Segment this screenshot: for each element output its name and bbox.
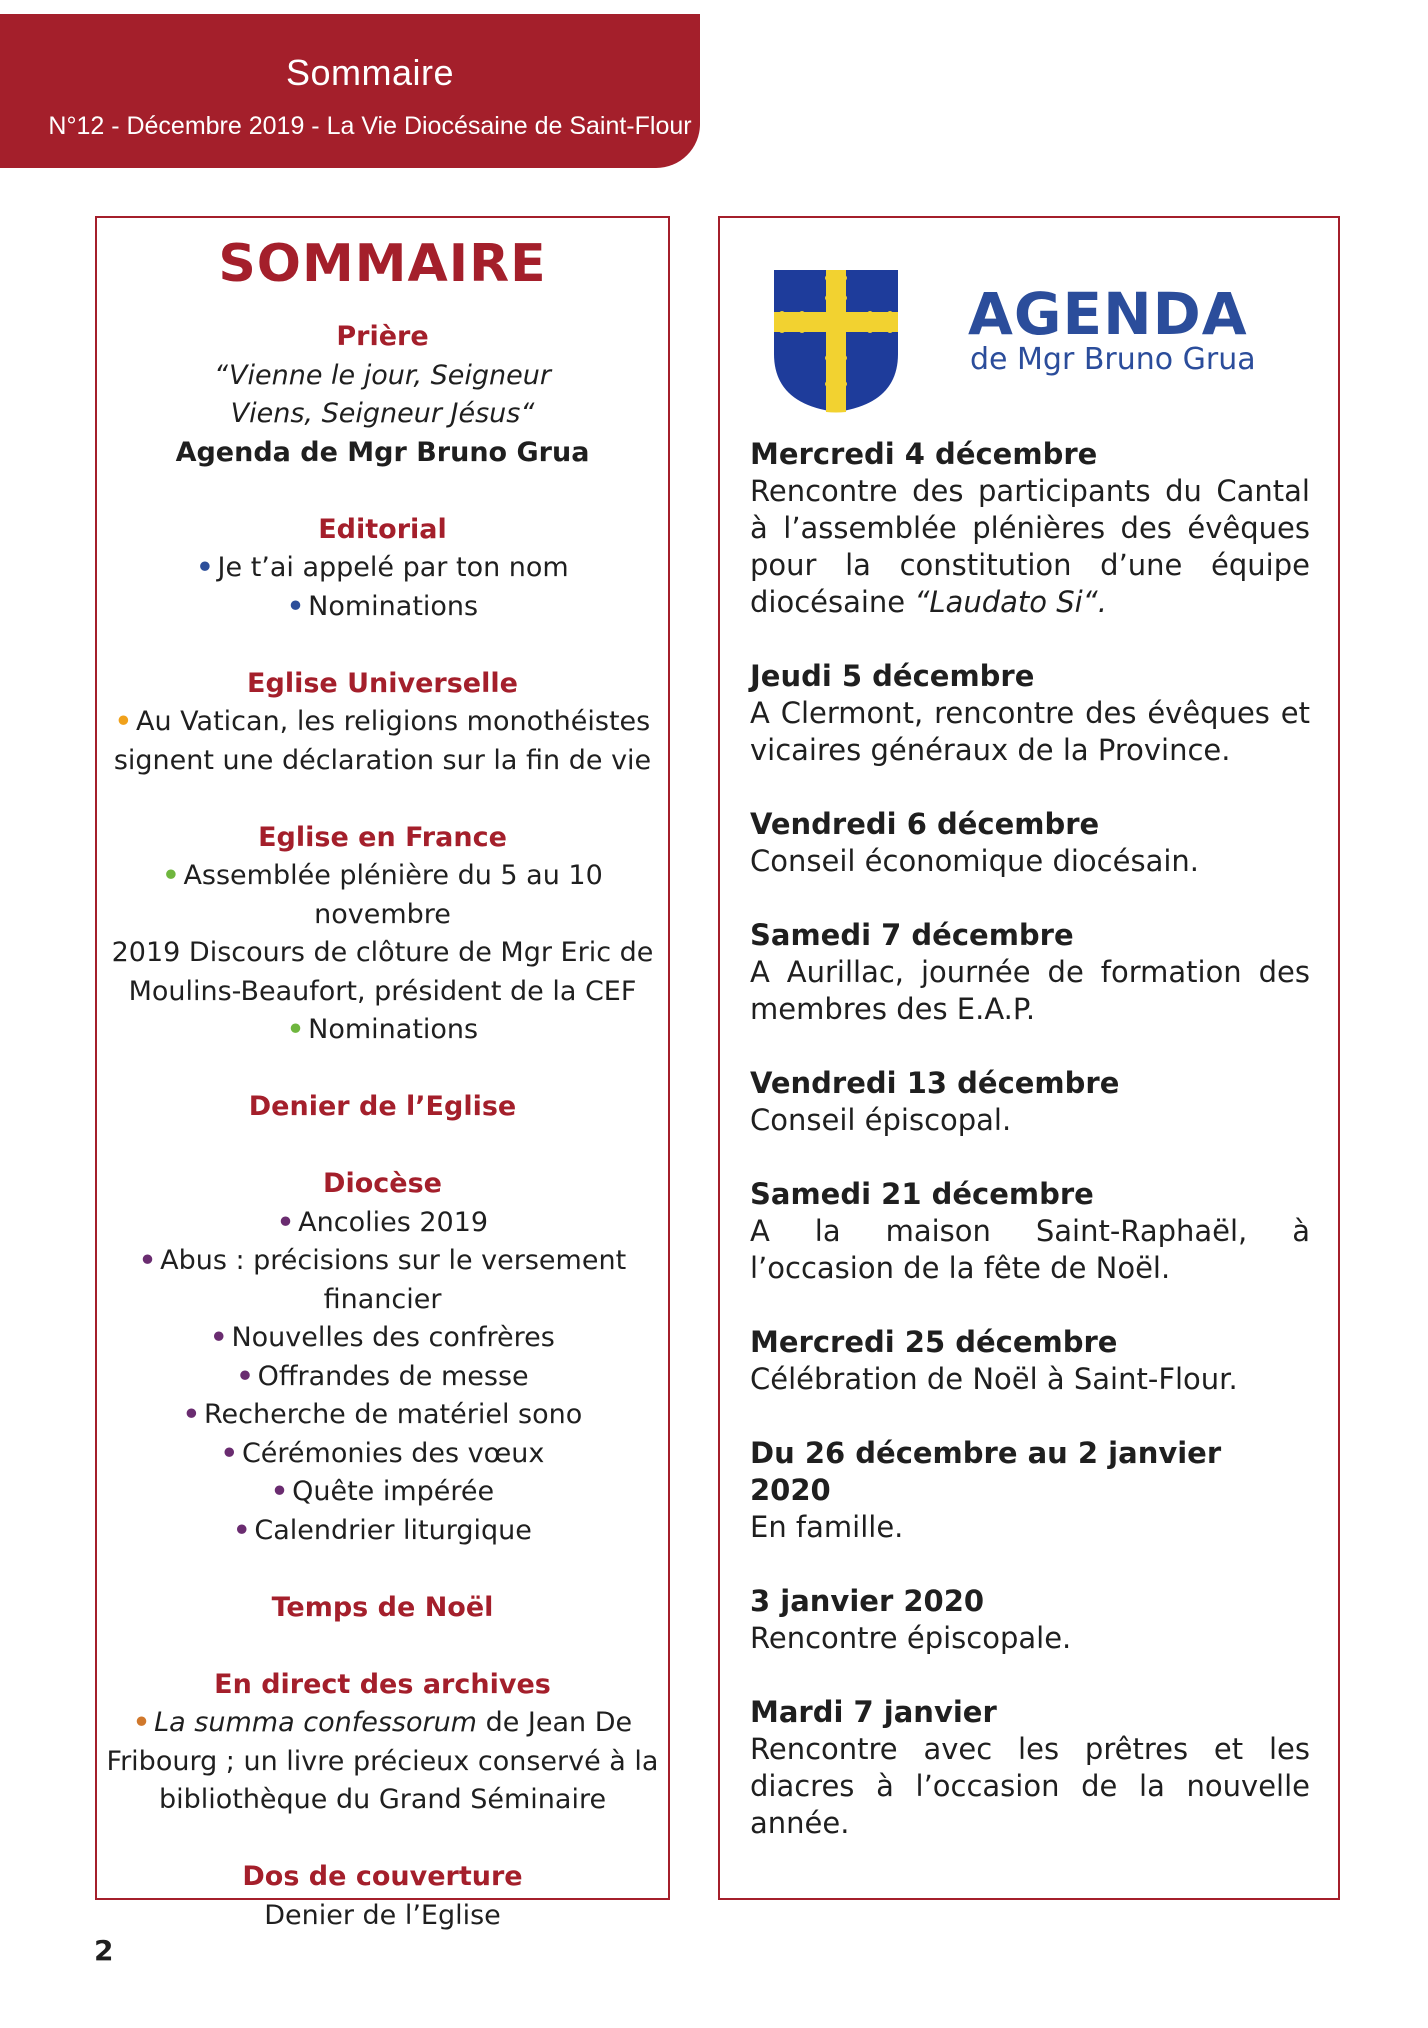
- agenda-title: AGENDA: [968, 280, 1248, 348]
- bullet-dot-icon: •: [286, 1014, 305, 1045]
- agenda-description: Rencontre épiscopale.: [750, 1621, 1072, 1655]
- toc-item: • Nouvelles des confrères: [210, 1322, 555, 1353]
- bullet-dot-icon: •: [182, 1399, 200, 1430]
- header-subtitle: N°12 - Décembre 2019 - La Vie Diocésaine de Saint-Flour: [48, 112, 692, 140]
- agenda-subtitle: de Mgr Bruno Grua: [970, 342, 1256, 377]
- toc-section-diocese[interactable]: Diocèse: [323, 1168, 442, 1199]
- toc-section-universelle[interactable]: Eglise Universelle: [247, 667, 518, 699]
- table-of-contents: [97, 318, 668, 1935]
- agenda-entry: [750, 1694, 1310, 1842]
- bullet-dot-icon: •: [276, 1206, 295, 1238]
- toc-section-archives[interactable]: En direct des archives: [214, 1668, 551, 1700]
- page-number: 2: [94, 1934, 114, 1967]
- agenda-date: Mardi 7 janvier: [750, 1695, 997, 1729]
- bullet-dot-icon: •: [132, 1707, 151, 1738]
- agenda-date: Vendredi 6 décembre: [750, 807, 1100, 841]
- toc-line: 2019 Discours de clôture de Mgr Eric de: [111, 937, 654, 968]
- bullet-dot-icon: •: [220, 1437, 238, 1469]
- agenda-date: Vendredi 13 décembre: [750, 1066, 1120, 1100]
- toc-line: Fribourg ; un livre précieux conservé à la: [106, 1745, 659, 1777]
- agenda-description: A la maison Saint-Raphaël, à l’occasion de la fête de Noël.: [750, 1214, 1310, 1285]
- toc-item: • Nominations: [286, 1014, 479, 1045]
- bullet-dot-icon: •: [236, 1360, 254, 1392]
- agenda-entry: [750, 1065, 1310, 1139]
- toc-section-denier[interactable]: Denier de l’Eglise: [248, 1091, 517, 1122]
- bullet-dot-icon: •: [210, 1322, 228, 1353]
- bullet-dot-icon: •: [138, 1245, 157, 1276]
- agenda-description: En famille.: [750, 1510, 904, 1544]
- toc-line: signent une déclaration sur la fin de vie: [113, 744, 652, 776]
- sommaire-title: SOMMAIRE: [218, 234, 547, 294]
- agenda-list: [750, 436, 1310, 1879]
- toc-item: • Assemblée plénière du 5 au 10 novembre: [162, 860, 603, 930]
- agenda-date: Samedi 7 décembre: [750, 918, 1074, 952]
- agenda-date: Samedi 21 décembre: [750, 1177, 1094, 1211]
- toc-item: • Calendrier liturgique: [233, 1514, 532, 1546]
- toc-agenda-link[interactable]: Agenda de Mgr Bruno Grua: [175, 436, 590, 468]
- toc-section-editorial[interactable]: Editorial: [318, 513, 447, 545]
- agenda-description: Célébration de Noël à Saint-Flour.: [750, 1362, 1238, 1396]
- toc-line: Denier de l’Eglise: [264, 1899, 501, 1931]
- agenda-entry: [750, 917, 1310, 1028]
- header-band: [0, 14, 700, 168]
- agenda-entry: [750, 436, 1310, 621]
- agenda-description: Conseil épiscopal.: [750, 1103, 1012, 1137]
- toc-item: • Je t’ai appelé par ton nom: [196, 552, 569, 583]
- toc-item: • La summa confessorum de Jean De: [132, 1707, 633, 1738]
- shield-cross-icon: [772, 268, 900, 414]
- toc-section-france[interactable]: Eglise en France: [258, 821, 507, 853]
- agenda-entry: [750, 1176, 1310, 1287]
- toc-item: • Nominations: [286, 590, 479, 622]
- toc-item: • Offrandes de messe: [236, 1360, 529, 1392]
- agenda-date: 3 janvier 2020: [750, 1584, 985, 1618]
- agenda-description: A Aurillac, journée de formation des membres des E.A.P.: [750, 955, 1310, 1026]
- toc-section-priere[interactable]: Prière: [336, 321, 429, 352]
- header-title: Sommaire: [285, 52, 455, 93]
- agenda-description: Conseil économique diocésain.: [750, 844, 1199, 878]
- bullet-dot-icon: •: [162, 860, 180, 891]
- toc-item: • Cérémonies des vœux: [220, 1437, 545, 1469]
- toc-item: • Recherche de matériel sono: [182, 1399, 583, 1430]
- bullet-dot-icon: •: [270, 1476, 289, 1507]
- agenda-date: Mercredi 25 décembre: [750, 1325, 1118, 1359]
- agenda-date: Du 26 décembre au 2 janvier 2020: [750, 1436, 1222, 1507]
- bullet-dot-icon: •: [114, 706, 132, 737]
- toc-line: bibliothèque du Grand Séminaire: [158, 1784, 607, 1815]
- agenda-entry: [750, 1583, 1310, 1657]
- agenda-date: Mercredi 4 décembre: [750, 437, 1098, 471]
- toc-item: • Ancolies 2019: [276, 1206, 489, 1238]
- agenda-panel: [718, 216, 1340, 1900]
- toc-item: • Quête impérée: [270, 1476, 495, 1507]
- toc-line: financier: [323, 1283, 442, 1315]
- agenda-entry: [750, 658, 1310, 769]
- toc-line: Viens, Seigneur Jésus“: [230, 398, 535, 429]
- toc-item: • Abus : précisions sur le versement: [138, 1245, 627, 1276]
- agenda-date: Jeudi 5 décembre: [750, 659, 1035, 693]
- agenda-description: Rencontre avec les prêtres et les diacres à l’occasion de la nouvelle année.: [750, 1732, 1310, 1840]
- sommaire-panel: [95, 216, 670, 1931]
- bullet-dot-icon: •: [196, 552, 214, 583]
- bullet-dot-icon: •: [286, 590, 305, 622]
- toc-section-dos[interactable]: Dos de couverture: [242, 1861, 523, 1892]
- bullet-dot-icon: •: [233, 1514, 251, 1546]
- toc-line: “Vienne le jour, Seigneur: [214, 359, 551, 391]
- agenda-entry: [750, 1435, 1310, 1546]
- agenda-entry: [750, 1324, 1310, 1398]
- toc-line: Moulins-Beaufort, président de la CEF: [128, 975, 637, 1007]
- agenda-description: Rencontre des participants du Cantal à l’assemblée plénières des évêques pour la constitution d’une équipe diocésaine “Laudato Si“.: [750, 474, 1310, 619]
- agenda-entry: [750, 806, 1310, 880]
- agenda-description: A Clermont, rencontre des évêques et vicaires généraux de la Province.: [750, 696, 1310, 767]
- toc-item: • Au Vatican, les religions monothéistes: [114, 706, 651, 737]
- toc-section-noel[interactable]: Temps de Noël: [271, 1591, 494, 1623]
